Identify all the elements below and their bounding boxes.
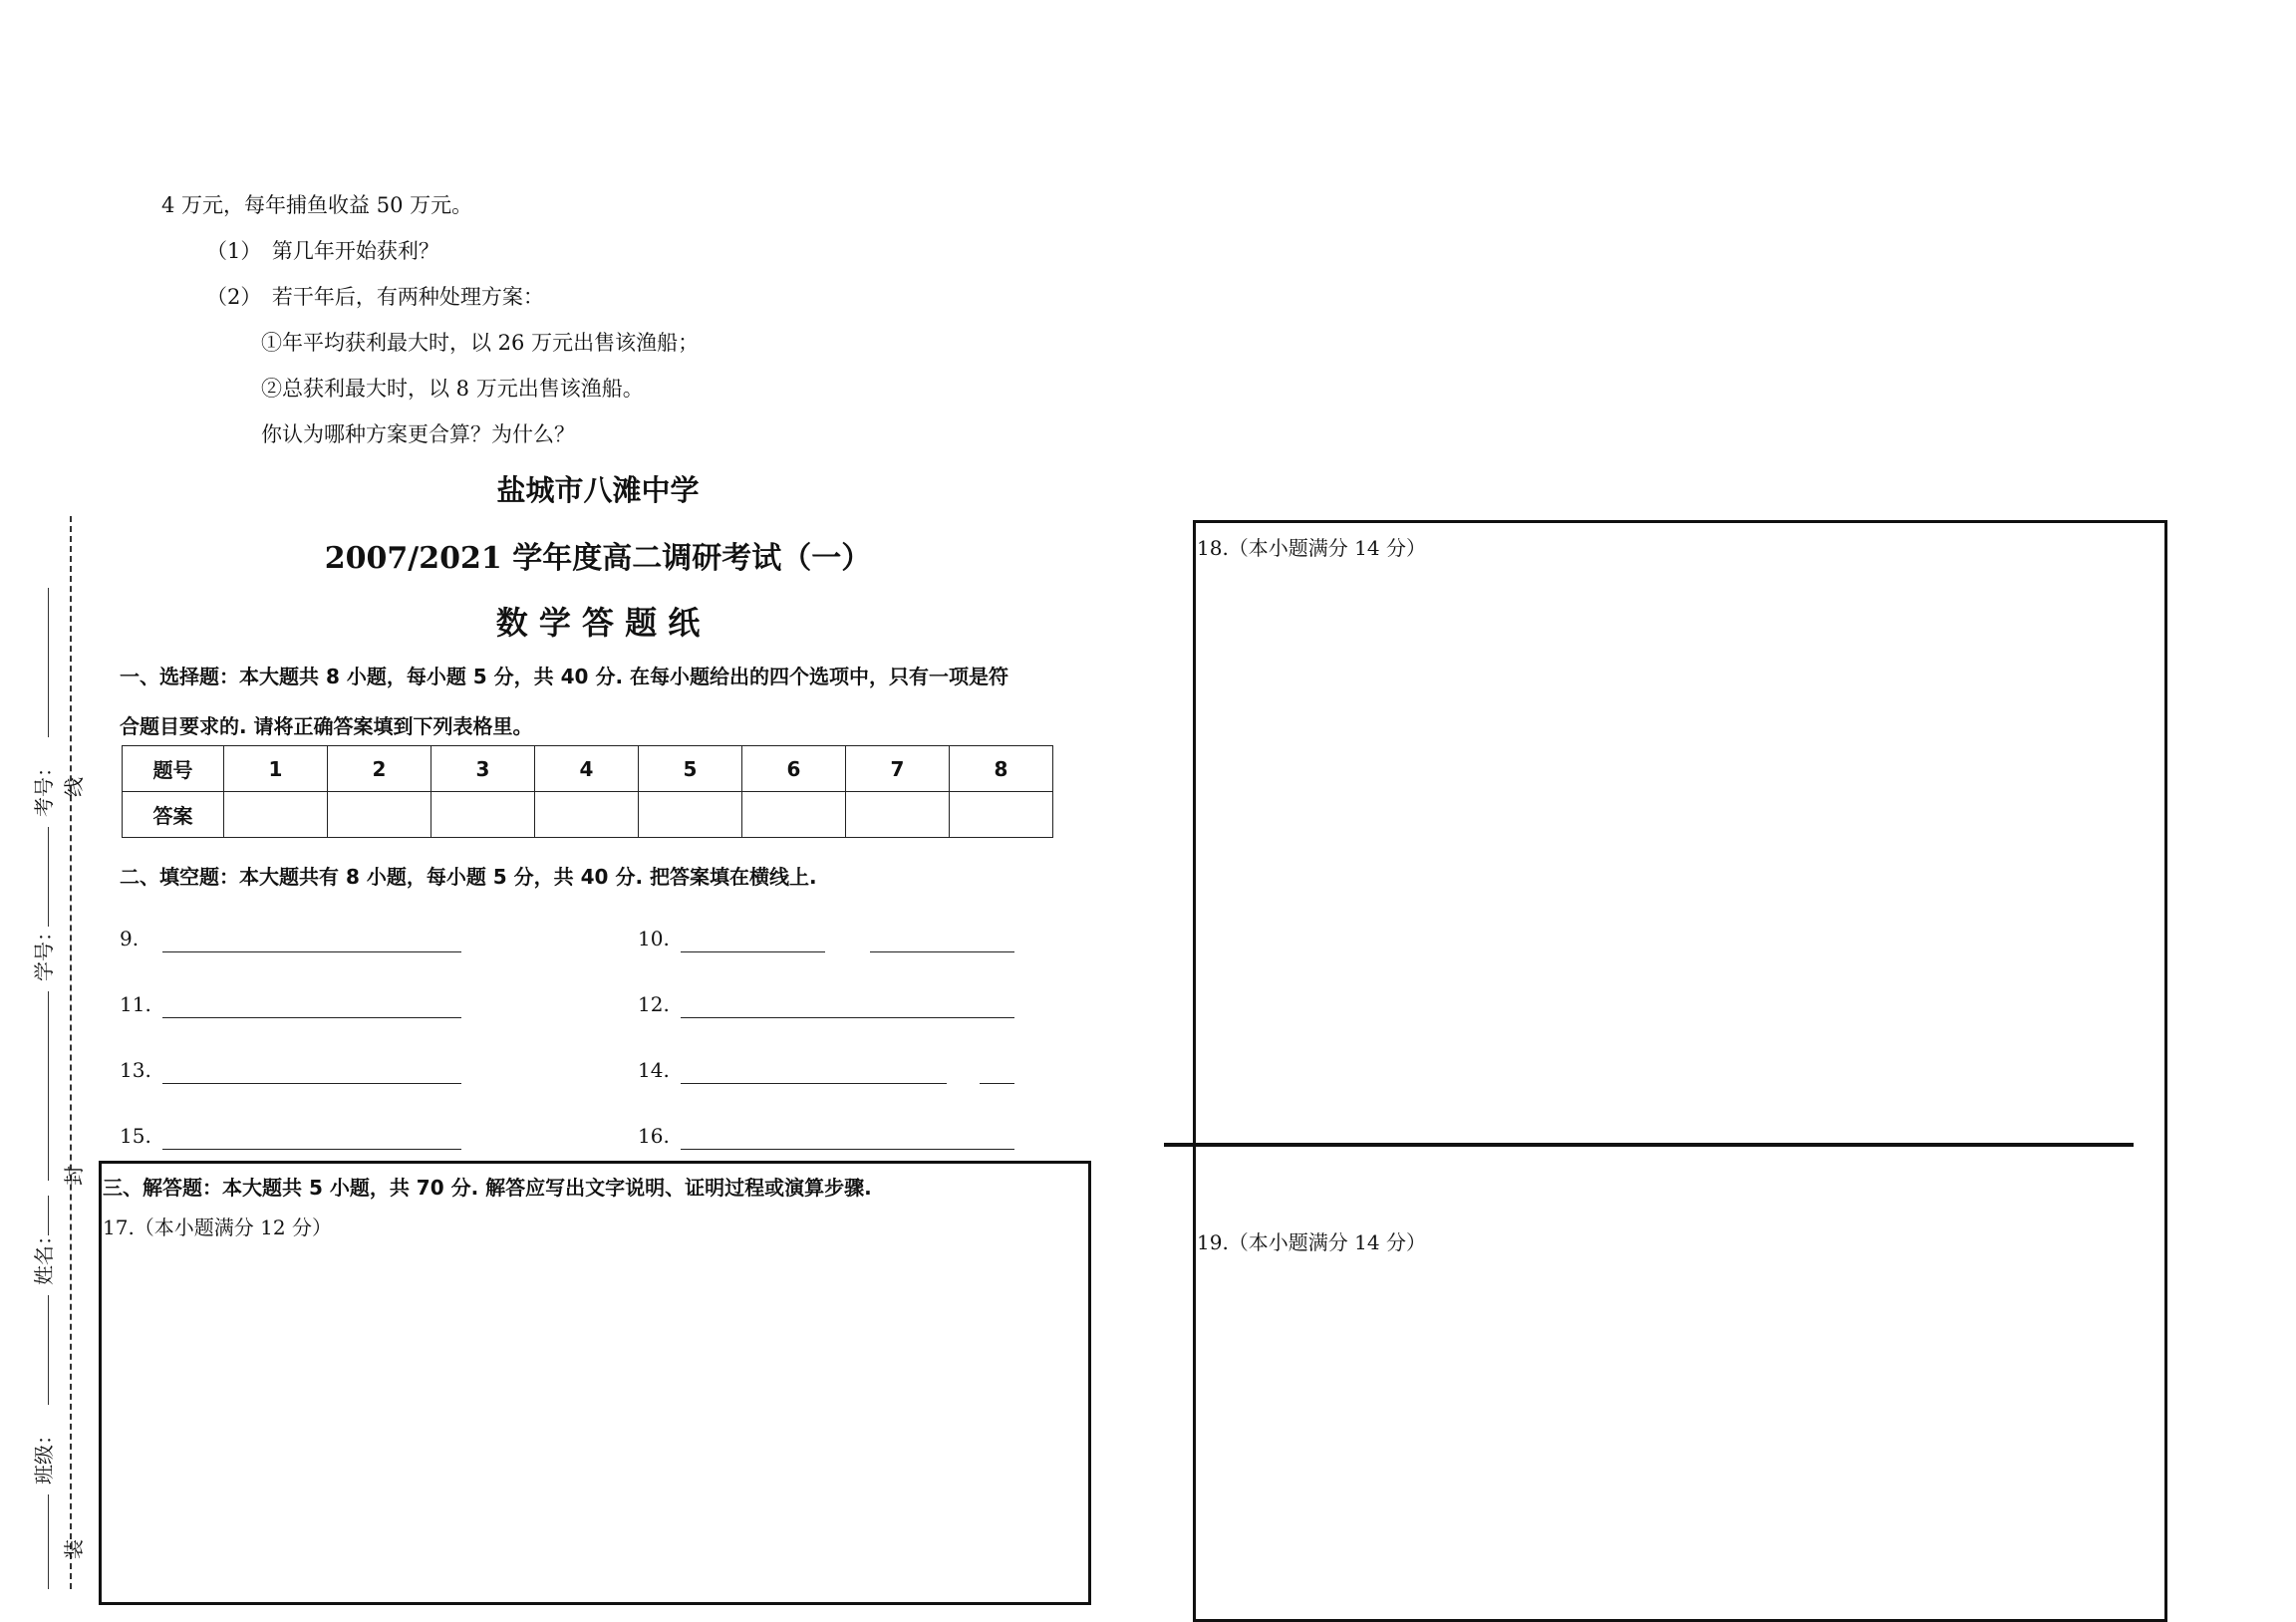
fill-blank-16[interactable] [681, 1149, 1014, 1150]
sheet-title: 数 学 答 题 纸 [495, 604, 701, 642]
choice-number: 7 [846, 746, 950, 792]
answer-cell-5[interactable] [639, 792, 742, 838]
fill-blank-11[interactable] [162, 1017, 461, 1018]
section1-heading-line1: 一、选择题：本大题共 8 小题，每小题 5 分，共 40 分. 在每小题给出的四个选项中，只有一项是符 [120, 665, 1009, 688]
choice-number: 2 [328, 746, 431, 792]
fill-label-16: 16. [638, 1124, 670, 1148]
fill-blank-15[interactable] [162, 1149, 461, 1150]
choice-number-row [123, 746, 1053, 792]
fill-label-11: 11. [120, 992, 151, 1016]
fill-blank-14b[interactable] [980, 1083, 1014, 1084]
answer-header-label: 答案 [123, 792, 224, 838]
fill-blank-10b[interactable] [870, 951, 1014, 952]
bind-char: 装 [62, 1539, 86, 1559]
student-no-label: 学号： [32, 922, 56, 981]
q19-label: 19.（本小题满分 14 分） [1197, 1230, 1426, 1254]
section1-heading-line2: 合题目要求的. 请将正确答案填到下列表格里。 [120, 714, 533, 738]
choice-number: 8 [950, 746, 1053, 792]
choice-number: 6 [742, 746, 846, 792]
answer-cell-6[interactable] [742, 792, 846, 838]
problem-line-1: 4 万元，每年捕鱼收益 50 万元。 [161, 193, 473, 217]
answer-cell-7[interactable] [846, 792, 950, 838]
line-char: 线 [62, 777, 86, 797]
fill-label-12: 12. [638, 992, 670, 1016]
answer-cell-1[interactable] [224, 792, 328, 838]
answer-box-18-19[interactable] [1193, 520, 2167, 1622]
seal-char: 封 [62, 1166, 86, 1186]
problem-option-2: ②总获利最大时，以 8 万元出售该渔船。 [261, 377, 644, 401]
q17-label: 17.（本小题满分 12 分） [103, 1216, 332, 1239]
answer-cell-2[interactable] [328, 792, 431, 838]
exam-title: 2007/2021 学年度高二调研考试（一） [324, 541, 872, 576]
section3-heading: 三、解答题：本大题共 5 小题，共 70 分. 解答应写出文字说明、证明过程或演算步骤. [103, 1176, 872, 1200]
answer-cell-4[interactable] [535, 792, 639, 838]
problem-sub-2: （2） 若干年后，有两种处理方案： [206, 285, 544, 309]
name-upper-blank [48, 991, 49, 1181]
fill-blank-9[interactable] [162, 951, 461, 952]
name-label: 姓名： [32, 1225, 56, 1285]
exam-no-blank [48, 588, 49, 737]
fill-label-9: 9. [120, 927, 140, 950]
choice-answer-table [122, 745, 1053, 838]
fill-blank-14a[interactable] [681, 1083, 947, 1084]
school-name: 盐城市八滩中学 [496, 473, 700, 507]
q18-q19-divider [1164, 1143, 2134, 1147]
class-upper-blank [48, 1295, 49, 1405]
binding-dashed-line [70, 516, 72, 1589]
choice-number: 4 [535, 746, 639, 792]
fill-label-14: 14. [638, 1058, 670, 1082]
fill-blank-10a[interactable] [681, 951, 825, 952]
class-blank [48, 1494, 49, 1589]
fill-blank-12[interactable] [681, 1017, 1014, 1018]
choice-number: 5 [639, 746, 742, 792]
row-header-label: 题号 [123, 746, 224, 792]
problem-sub-1: （1） 第几年开始获利？ [206, 239, 439, 263]
student-no-blank [48, 827, 49, 927]
choice-number: 1 [224, 746, 328, 792]
exam-no-label: 考号： [32, 757, 56, 817]
problem-option-1: ①年平均获利最大时，以 26 万元出售该渔船； [261, 331, 700, 355]
fill-label-10: 10. [638, 927, 670, 950]
problem-question: 你认为哪种方案更合算？为什么？ [261, 422, 575, 446]
section2-heading: 二、填空题：本大题共有 8 小题，每小题 5 分，共 40 分. 把答案填在横线上. [120, 865, 817, 889]
q18-label: 18.（本小题满分 14 分） [1197, 536, 1426, 560]
answer-cell-8[interactable] [950, 792, 1053, 838]
answer-cell-3[interactable] [431, 792, 535, 838]
fill-blank-13[interactable] [162, 1083, 461, 1084]
choice-answer-row [123, 792, 1053, 838]
class-label: 班级： [32, 1425, 56, 1485]
fill-label-13: 13. [120, 1058, 151, 1082]
choice-number: 3 [431, 746, 535, 792]
fill-label-15: 15. [120, 1124, 151, 1148]
